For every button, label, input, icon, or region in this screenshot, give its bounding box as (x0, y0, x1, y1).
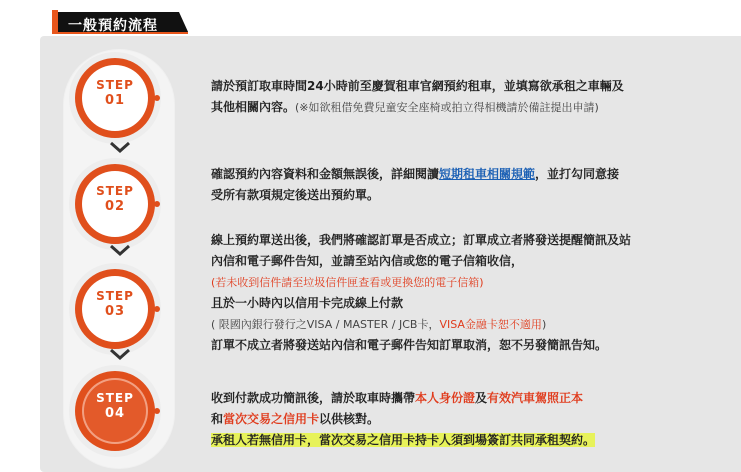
step-03-line-6: 訂單不成立者將發送站內信和電子郵件告知訂單取消，恕不另發簡訊告知。 (211, 338, 608, 352)
step-04-highlight-note: 承租人若無信用卡，當次交易之信用卡持卡人須到場簽訂共同承租契約。 (211, 433, 596, 447)
chevron-down-icon (108, 140, 132, 156)
step-02-line-1-post: ，並打勾同意接 (535, 167, 620, 181)
step-04-line-2-pre: 和 (211, 412, 224, 426)
section-title-tab (52, 12, 188, 34)
step-03-line-4: 且於一小時內以信用卡完成線上付款 (211, 296, 404, 310)
step-dot-icon (154, 306, 160, 312)
step-03-line-2: 內信和電子郵件告知，並請至站內信或您的電子信箱收信， (211, 254, 524, 268)
step-03-card-note-red: VISA金融卡恕不適用 (439, 318, 542, 331)
step-04-line-2-post: 以供核對。 (319, 412, 380, 426)
step-number: 01 (104, 93, 126, 108)
step-label: STEP (96, 78, 134, 92)
step-01-line-1: 請於預訂取車時間24小時前至慶賀租車官網預約租車，並填寫欲承租之車輛及 (211, 79, 624, 93)
step-02-line-1-pre: 確認預約內容資料和金額無誤後，詳細閱讀 (211, 167, 440, 181)
rental-rules-link[interactable]: 短期租車相關規範 (439, 167, 536, 181)
title-accent-bar (52, 10, 58, 34)
step-03-spam-note: (若未收到信件請至垃圾信件匣查看或更換您的電子信箱) (211, 276, 484, 289)
step-dot-icon (154, 201, 160, 207)
step-04-text (211, 388, 595, 451)
step-03-badge (69, 263, 161, 355)
step-label: STEP (96, 391, 134, 405)
step-03-card-note-post: ) (541, 318, 547, 331)
step-04-badge (69, 365, 161, 457)
steps-track (64, 50, 174, 468)
step-02-line-2: 受所有款項規定後送出預約單。 (211, 188, 380, 202)
step-04-id-card: 本人身份證 (415, 391, 476, 405)
step-label: STEP (96, 184, 134, 198)
step-04-credit-card: 當次交易之信用卡 (223, 412, 320, 426)
step-04-license: 有效汽車駕照正本 (487, 391, 584, 405)
step-02-text (211, 164, 619, 206)
section-title: 一般預約流程 (68, 18, 158, 34)
step-04-line-1-mid: 及 (475, 391, 488, 405)
step-01-line-2: 其他相關內容。 (211, 100, 296, 114)
step-dot-icon (154, 95, 160, 101)
title-tab-corner (179, 12, 189, 34)
step-01-badge (69, 52, 161, 144)
step-label: STEP (96, 289, 134, 303)
step-01-note: (※如欲租借免費兒童安全座椅或拍立得相機請於備註提出申請) (295, 101, 599, 114)
step-dot-icon (154, 408, 160, 414)
step-03-text (211, 230, 631, 356)
step-04-line-1-pre: 收到付款成功簡訊後，請於取車時攜帶 (211, 391, 416, 405)
step-number: 02 (104, 199, 126, 214)
step-03-line-1: 線上預約單送出後，我們將確認訂單是否成立；訂單成立者將發送提醒簡訊及站 (211, 233, 632, 247)
step-number: 03 (104, 304, 126, 319)
chevron-down-icon (108, 243, 132, 259)
step-number: 04 (104, 406, 126, 421)
step-03-card-note-pre: ( 限國內銀行發行之VISA / MASTER / JCB卡， (211, 318, 440, 331)
step-02-badge (69, 158, 161, 250)
step-01-text (211, 76, 624, 118)
chevron-down-icon (108, 347, 132, 363)
